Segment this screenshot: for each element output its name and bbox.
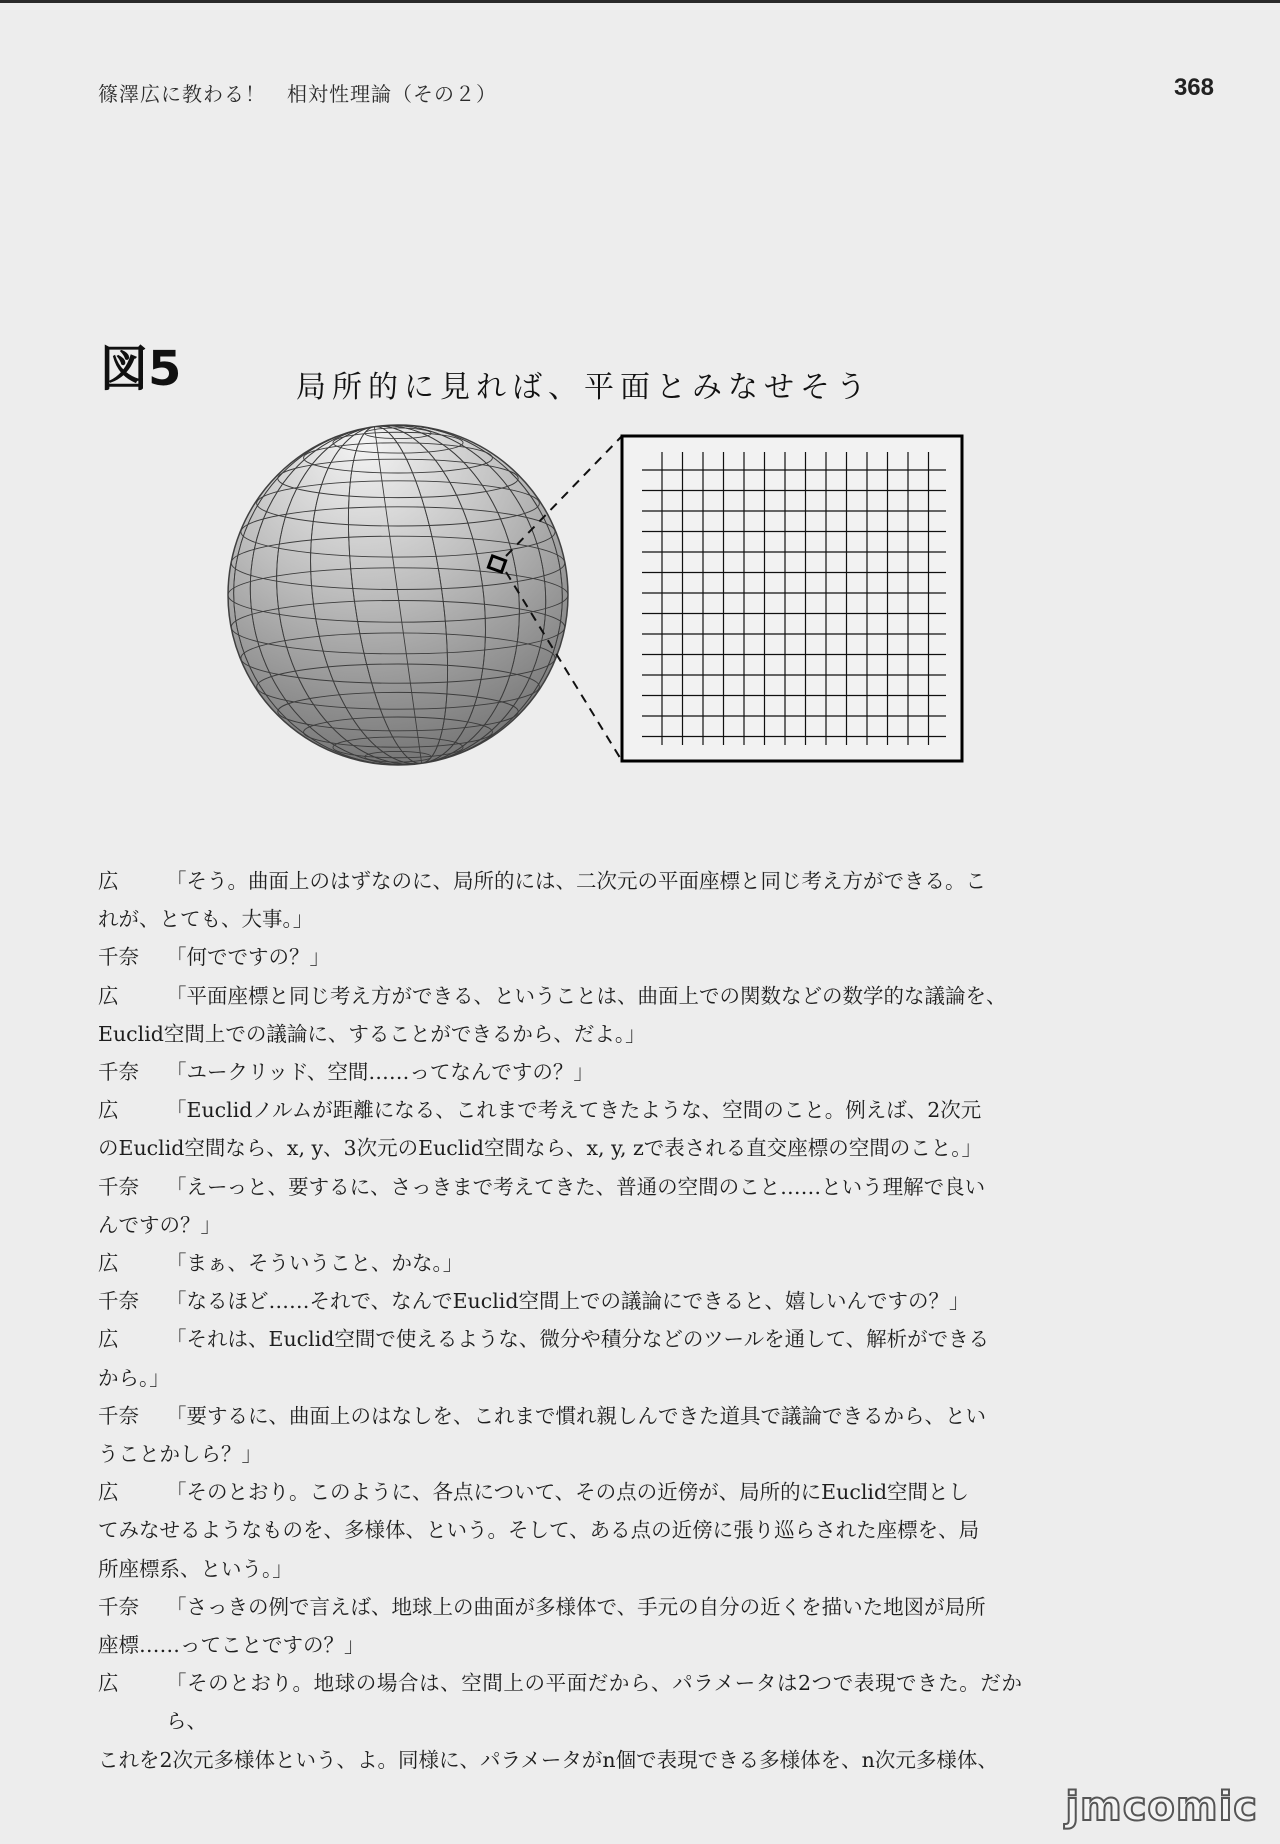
speech-text: 「要するに、曲面上のはなしを、これまで慣れ親しんできた道具で議論できるから、とい [166, 1403, 986, 1428]
speech-text: 「えーっと、要するに、さっきまで考えてきた、普通の空間のこと……という理解で良い [166, 1174, 986, 1199]
watermark-logo: jmcomic [1065, 1784, 1258, 1830]
running-header: 篠澤広に教わる！ 相対性理論（その２） [98, 82, 497, 106]
figure-illustration [0, 400, 1280, 800]
dialogue-line [98, 862, 1022, 900]
speech-text: 「なるほど……それで、なんでEuclid空間上での議論にできると、嬉しいんですの？」 [166, 1289, 970, 1314]
speech-text: 「平面座標と同じ考え方ができる、ということは、曲面上での関数などの数学的な議論を、 [166, 983, 1007, 1008]
speech-text: うことかしら？」 [98, 1442, 262, 1467]
dialogue-line [98, 1320, 1022, 1358]
dialogue-line [98, 1626, 1022, 1664]
figure-caption: 局所的に見れば、平面とみなせそう [296, 370, 872, 405]
speaker-name: 千奈 [98, 1403, 139, 1428]
speech-text: れが、とても、大事。」 [98, 907, 314, 932]
speech-text: 座標……ってことですの？」 [98, 1633, 365, 1658]
dialogue-line [98, 1129, 1022, 1167]
speaker-name: 広 [98, 1098, 119, 1123]
figure-label: 図5 [100, 341, 182, 397]
dialogue-line [98, 1664, 1022, 1740]
speech-text: 「そう。曲面上のはずなのに、局所的には、二次元の平面座標と同じ考え方ができる。こ [166, 869, 986, 893]
speaker-name: 広 [98, 983, 119, 1008]
dialogue-text [98, 862, 1022, 1779]
dialogue-line [98, 1282, 1022, 1320]
speech-text: 所座標系、という。」 [98, 1556, 293, 1581]
speaker-name: 千奈 [98, 1060, 139, 1085]
speech-text: 「そのとおり。地球の場合は、空間上の平面だから、パラメータは2つで表現できた。だから、 [166, 1671, 1022, 1734]
speaker-name: 広 [98, 1327, 119, 1352]
speech-text: 「それは、Euclid空間で使えるような、微分や積分などのツールを通して、解析ができる [166, 1327, 990, 1352]
top-border [0, 0, 1280, 3]
dialogue-line [98, 1168, 1022, 1206]
speaker-name: 千奈 [98, 1174, 139, 1199]
dialogue-line [98, 1053, 1022, 1091]
speech-text: のEuclid空間なら、x, y、3次元のEuclid空間なら、x, y, zで表される直交座標の空間のこと。」 [98, 1136, 983, 1161]
speaker-name: 千奈 [98, 1289, 139, 1314]
speaker-name: 千奈 [98, 1594, 139, 1619]
local-plane [622, 436, 962, 761]
dialogue-line [98, 1473, 1022, 1511]
dialogue-line [98, 1588, 1022, 1626]
speech-text: 「Euclidノルムが距離になる、これまで考えてきたような、空間のこと。例えば、2次元 [166, 1098, 982, 1123]
speaker-name: 広 [98, 1480, 119, 1505]
speech-text: んですの？」 [98, 1212, 221, 1237]
speech-text: から。」 [98, 1365, 170, 1390]
dialogue-line [98, 1741, 1022, 1779]
speech-text: 「そのとおり。このように、各点について、その点の近傍が、局所的にEuclid空間とし [166, 1480, 970, 1505]
dialogue-line [98, 900, 1022, 938]
sphere [206, 403, 590, 787]
speech-text: てみなせるようなものを、多様体、という。そして、ある点の近傍に張り巡らされた座標を、局 [98, 1518, 980, 1543]
dialogue-line [98, 1511, 1022, 1549]
dialogue-line [98, 1244, 1022, 1282]
dialogue-line [98, 938, 1022, 976]
speech-text: 「ユークリッド、空間……ってなんですの？」 [166, 1060, 594, 1085]
dialogue-line [98, 1206, 1022, 1244]
dialogue-line [98, 1015, 1022, 1053]
speech-text: これを2次元多様体という、よ。同様に、パラメータがn個で表現できる多様体を、n次元多様体、 [98, 1747, 998, 1772]
dialogue-line [98, 1435, 1022, 1473]
speaker-name: 広 [98, 869, 119, 893]
speaker-name: 広 [98, 1671, 119, 1696]
dialogue-line [98, 1091, 1022, 1129]
speech-text: 「さっきの例で言えば、地球上の曲面が多様体で、手元の自分の近くを描いた地図が局所 [166, 1594, 986, 1619]
dialogue-line [98, 977, 1022, 1015]
dialogue-line [98, 1359, 1022, 1397]
dialogue-line [98, 1397, 1022, 1435]
speech-text: 「まぁ、そういうこと、かな。」 [166, 1251, 464, 1276]
speech-text: 「何でですの？」 [166, 945, 330, 970]
speech-text: Euclid空間上での議論に、することができるから、だよ。」 [98, 1021, 646, 1046]
speaker-name: 広 [98, 1251, 119, 1276]
page-number: 368 [1173, 74, 1214, 101]
speaker-name: 千奈 [98, 945, 139, 970]
dialogue-line [98, 1550, 1022, 1588]
